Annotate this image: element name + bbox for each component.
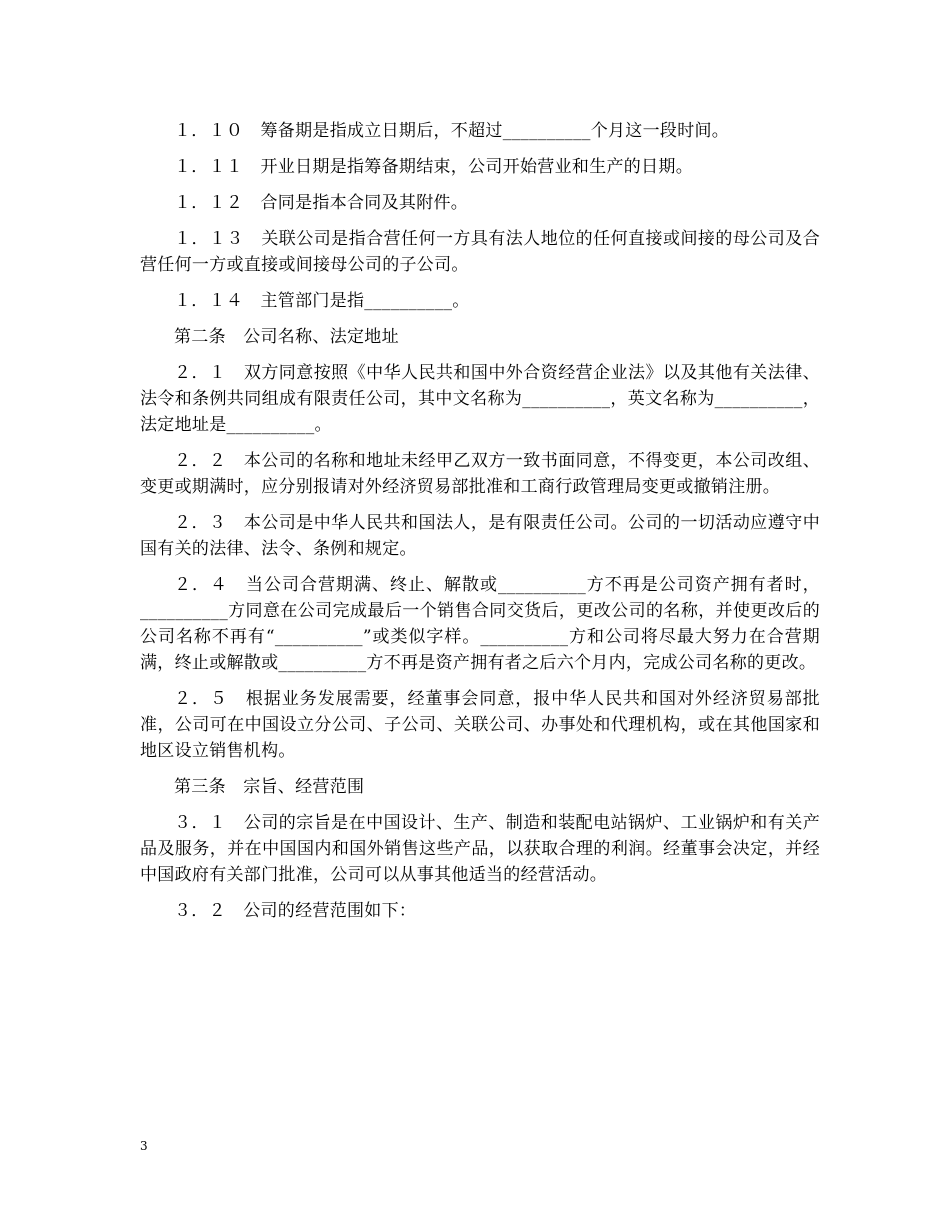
article-3-heading: 第三条 宗旨、经营范围 <box>174 777 365 797</box>
article-2-heading: 第二条 公司名称、法定地址 <box>174 327 399 347</box>
paragraph-2-5: ２．５ 根据业务发展需要，经董事会同意，报中华人民共和国对外经济贸易部批准，公司可在中国设立分公司、子公司、关联公司、办事处和代理机构，或在其他国家和地区设立销售机构。 <box>140 689 820 761</box>
paragraph-1-10: １．１０ 筹备期是指成立日期后，不超过__________个月这一段时间。 <box>174 121 730 141</box>
paragraph-1-12: １．１２ 合同是指本合同及其附件。 <box>174 193 469 213</box>
paragraph-1-14: １．１４ 主管部门是指__________。 <box>174 291 470 311</box>
paragraph-2-1: ２．１ 双方同意按照《中华人民共和国中外合资经营企业法》以及其他有关法律、法令和条例共同组成有限责任公司，其中文名称为__________，英文名称为__________，法定地址是__________。 <box>140 363 820 435</box>
paragraph-3-2: ３．２ 公司的经营范围如下： <box>174 901 417 921</box>
paragraph-3-1: ３．１ 公司的宗旨是在中国设计、生产、制造和装配电站锅炉、工业锅炉和有关产品及服务，并在中国国内和国外销售这些产品，以获取合理的利润。经董事会决定，并经中国政府有关部门批准，公司可以从事其他适当的经营活动。 <box>140 813 820 885</box>
document-body <box>140 118 820 924</box>
paragraph-2-2: ２．２ 本公司的名称和地址未经甲乙双方一致书面同意，不得变更，本公司改组、变更或期满时，应分别报请对外经济贸易部批准和工商行政管理局变更或撤销注册。 <box>140 451 820 497</box>
paragraph-2-3: ２．３ 本公司是中华人民共和国法人，是有限责任公司。公司的一切活动应遵守中国有关的法律、法令、条例和规定。 <box>140 513 820 559</box>
page-number: 3 <box>140 1139 148 1153</box>
paragraph-2-4: ２．４ 当公司合营期满、终止、解散或__________方不再是公司资产拥有者时，__________方同意在公司完成最后一个销售合同交货后，更改公司的名称，并使更改后的公司名称不再有“__________”或类似字样。__________方和公司将尽最大努力在合营期满，终止或解散或__________方不再是资产拥有者之后六个月内，完成公司名称的更改。 <box>140 575 820 673</box>
paragraph-1-11: １．１１ 开业日期是指筹备期结束，公司开始营业和生产的日期。 <box>174 157 693 177</box>
paragraph-1-13: １．１３ 关联公司是指合营任何一方具有法人地位的任何直接或间接的母公司及合营任何一方或直接或间接母公司的子公司。 <box>140 229 820 275</box>
